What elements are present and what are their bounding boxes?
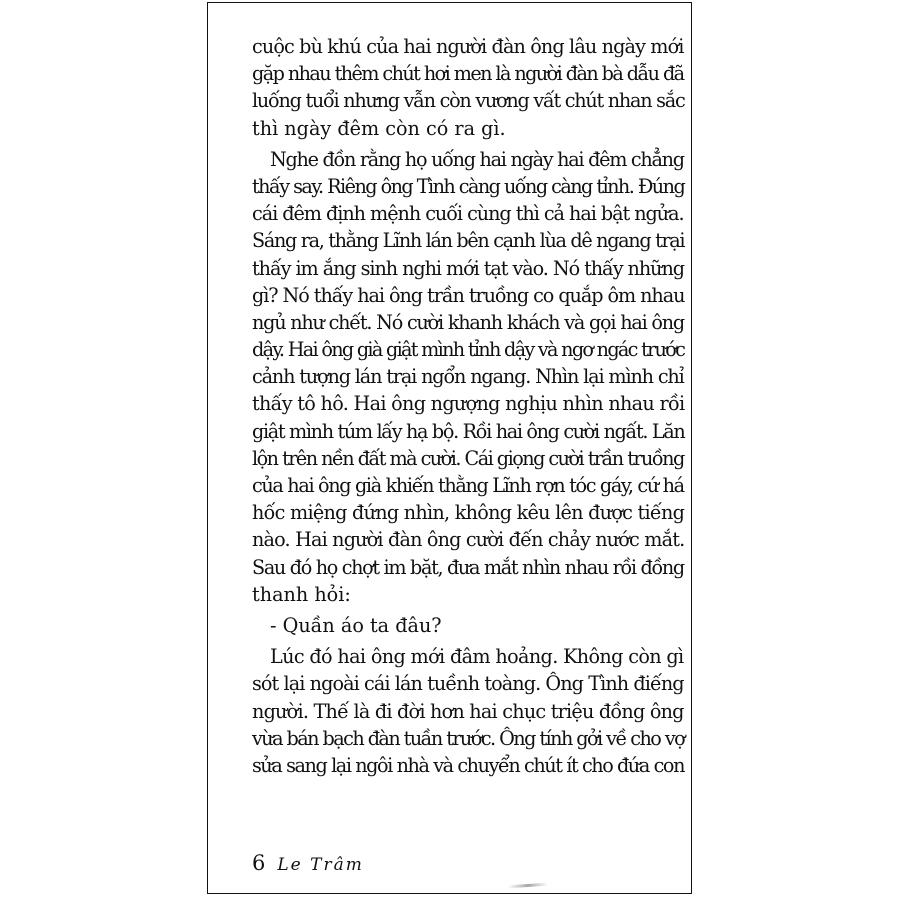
text-line: luống tuổi nhưng vẫn còn vương vất chút nhan sắc (252, 89, 685, 113)
text-line: cảnh tượng lán trại ngổn ngang. Nhìn lại mình chỉ (252, 365, 684, 389)
text-line: lộn trên nền đất mà cười. Cái giọng cười trần truồng (252, 446, 684, 470)
text-line: cuộc bù khú của hai người đàn ông lâu ngày mới (252, 35, 684, 58)
text-line: thấy tô hô. Hai ông ngượng nghịu nhìn nhau rồi (252, 392, 685, 416)
text-line: sót lại ngoài cái lán tuềnh toàng. Ông Tình điếng (252, 672, 684, 696)
text-line: thấy im ắng sinh nghi mới tạt vào. Nó thấy những (252, 256, 684, 280)
text-line: nào. Hai người đàn ông cười đến chảy nước mắt. (252, 528, 685, 552)
text-line: dậy. Hai ông già giật mình tỉnh dậy và ngơ ngác trước (252, 338, 685, 362)
text-line: hốc miệng đứng nhìn, không kêu lên được tiếng (252, 501, 685, 525)
text-line: cái đêm định mệnh cuối cùng thì cả hai bật ngửa. (252, 202, 684, 226)
text-line: Nghe đồn rằng họ uống hai ngày hai đêm chẳng (270, 147, 684, 171)
text-line: gặp nhau thêm chút hơi men là người đàn bà dẫu đã (252, 62, 684, 86)
page-number: 6 (252, 851, 266, 875)
text-line: - Quần áo ta đâu? (270, 613, 442, 637)
running-author: Le Trâm (277, 855, 364, 875)
text-line: thanh hỏi: (252, 582, 351, 606)
text-line: Lúc đó hai ông mới đâm hoảng. Không còn gì (270, 645, 684, 669)
text-line: vừa bán bạch đàn tuần trước. Ông tính gởi về cho vợ (252, 726, 685, 750)
text-line: giật mình túm lấy hạ bộ. Rồi hai ông cười ngất. Lăn (252, 419, 685, 443)
page-body-text (252, 33, 684, 779)
text-line: ngủ như chết. Nó cười khanh khách và gọi hai ông (252, 310, 684, 334)
text-line: người. Thế là đi đời hơn hai chục triệu đồng ông (252, 699, 684, 723)
text-line: Sáng ra, thằng Lĩnh lán bên cạnh lùa dê ngang trại (252, 229, 685, 253)
print-smudge (508, 883, 548, 889)
text-line: sửa sang lại ngôi nhà và chuyển chút ít cho đứa con (252, 753, 685, 777)
text-line: của hai ông già khiến thằng Lĩnh rợn tóc gáy, cứ há (252, 474, 684, 497)
book-page (207, 2, 692, 894)
text-line: thấy say. Riêng ông Tình càng uống càng tỉnh. Đúng (252, 174, 685, 198)
text-line: gì? Nó thấy hai ông trần truồng co quắp ôm nhau (252, 283, 685, 307)
text-line: thì ngày đêm còn có ra gì. (252, 116, 506, 140)
text-line: Sau đó họ chợt im bặt, đưa mắt nhìn nhau rồi đồng (252, 555, 684, 579)
page-footer (252, 851, 364, 875)
